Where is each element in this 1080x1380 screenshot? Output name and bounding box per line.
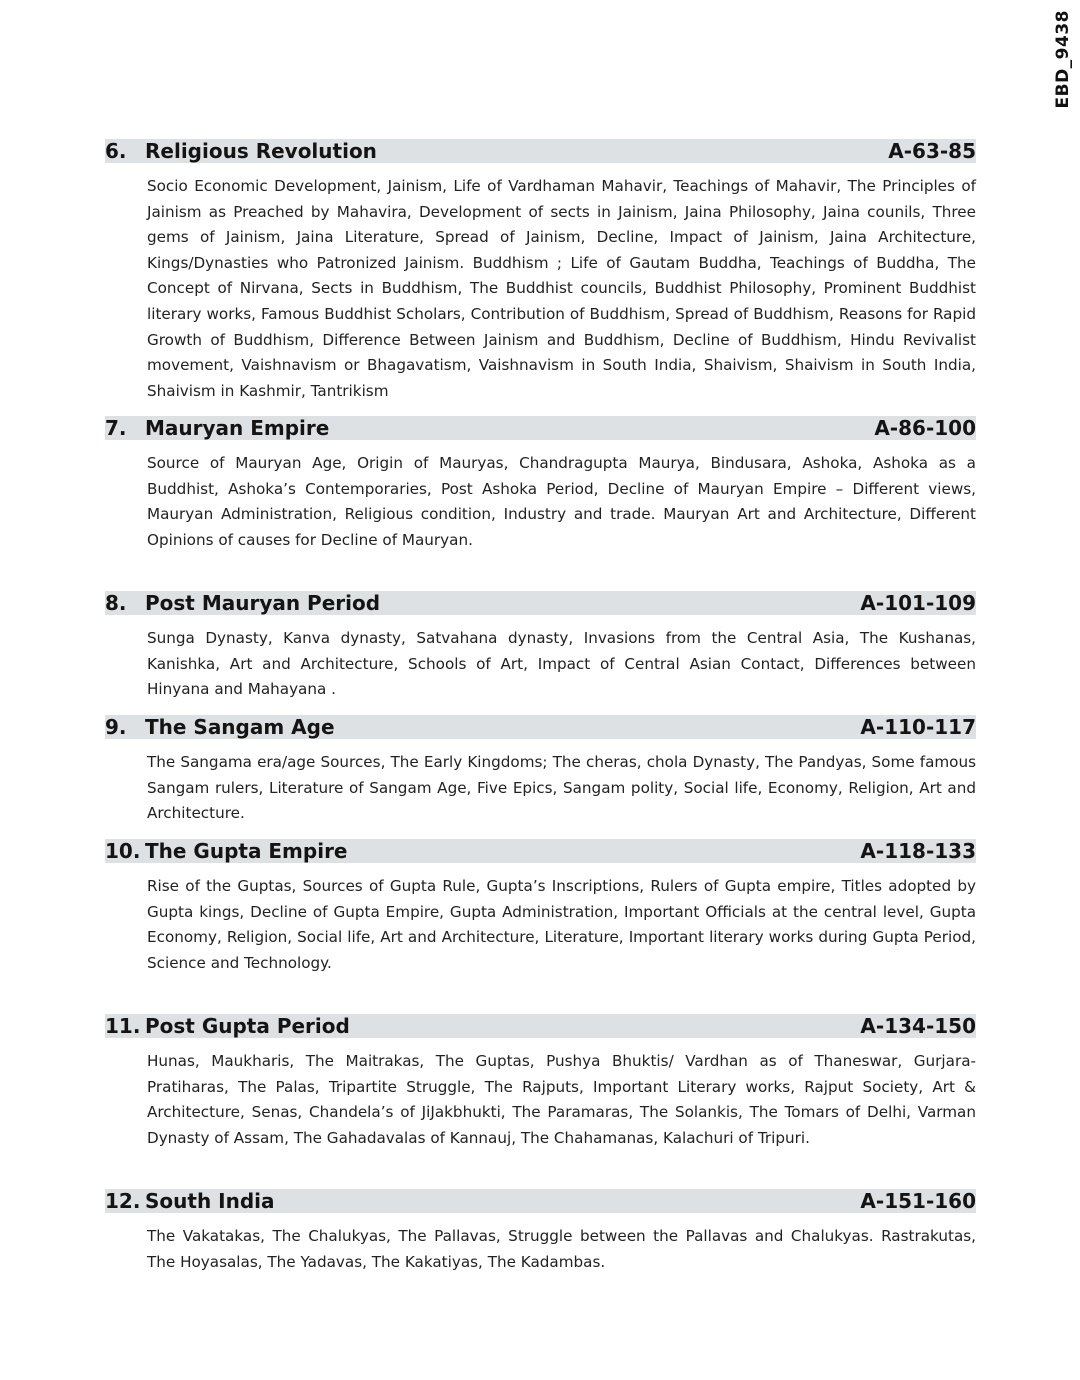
chapter-topics: The Vakatakas, The Chalukyas, The Pallavas, Struggle between the Pallavas and Chalukyas. Rastrakutas, The Hoyasalas, The Yadavas, The Kakatiyas, The Kadambas. [147, 1227, 976, 1271]
chapter-topics: Socio Economic Development, Jainism, Life of Vardhaman Mahavir, Teachings of Mahavir, The Principles of Jainism as Preached by Mahavira, Development of sects in Jainism, Jaina Philosophy, Jaina counils, Three gems of Jainism, Jaina Literature, Spread of Jainism, Decline, Impact of Jainism, Jaina Architecture, Kings/Dynasties who Patronized Jainism. Buddhism ; Life of Gautam Buddha, Teachings of Buddha, The Concept of Nirvana, Sects in Buddhism, The Buddhist councils, Buddhist Philosophy, Prominent Buddhist literary works, Famous Buddhist Scholars, Contribution of Buddhism, Spread of Buddhism, Reasons for Rapid Growth of Buddhism, Difference Between Jainism and Buddhism, Decline of Buddhism, Hindu Revivalist movement, Vaishnavism or Bhagavatism, Vaishnavism in South India, Shaivism, Shaivism in South India, Shaivism in Kashmir, Tantrikism [147, 177, 976, 400]
chapter-number: 12. [105, 1189, 141, 1213]
chapter-number: 6. [105, 139, 127, 163]
chapter-12 [105, 1189, 976, 1275]
chapter-header [105, 1014, 976, 1038]
chapter-pages: A-63-85 [888, 139, 976, 163]
chapter-header [105, 1189, 976, 1213]
chapter-pages: A-151-160 [860, 1189, 976, 1213]
chapter-pages: A-101-109 [860, 591, 976, 615]
chapter-title: Mauryan Empire [145, 416, 330, 440]
chapter-title: Post Mauryan Period [145, 591, 381, 615]
chapter-number: 8. [105, 591, 127, 615]
chapter-8 [105, 591, 976, 703]
document-code: EBD_9438 [1053, 10, 1073, 109]
chapter-pages: A-118-133 [860, 839, 976, 863]
chapter-7 [105, 416, 976, 553]
chapter-title: The Gupta Empire [145, 839, 348, 863]
chapter-topics: The Sangama era/age Sources, The Early Kingdoms; The cheras, chola Dynasty, The Pandyas, Some famous Sangam rulers, Literature of Sangam Age, Five Epics, Sangam polity, Social life, Economy, Religion, Art and Architecture. [147, 753, 976, 823]
chapter-topics: Sunga Dynasty, Kanva dynasty, Satvahana dynasty, Invasions from the Central Asia, The Kushanas, Kanishka, Art and Architecture, Schools of Art, Impact of Central Asian Contact, Differences between Hinyana and Mahayana . [147, 629, 976, 699]
chapter-title: Religious Revolution [145, 139, 377, 163]
chapter-6 [105, 139, 976, 404]
chapter-11 [105, 1014, 976, 1151]
chapter-number: 10. [105, 839, 141, 863]
chapter-header [105, 416, 976, 440]
chapter-header [105, 715, 976, 739]
chapter-pages: A-134-150 [860, 1014, 976, 1038]
chapter-number: 7. [105, 416, 127, 440]
chapter-number: 9. [105, 715, 127, 739]
chapter-topics: Hunas, Maukharis, The Maitrakas, The Guptas, Pushya Bhuktis/ Vardhan as of Thaneswar, Gurjara- Pratiharas, The Palas, Tripartite Struggle, The Rajputs, Important Literary works, Rajput Society, Art & Architecture, Senas, Chandela’s of JiJakbhukti, The Paramaras, The Solankis, The Tomars of Delhi, Varman Dynasty of Assam, The Gahadavalas of Kannauj, The Chahamanas, Kalachuri of Tripuri. [147, 1052, 976, 1147]
chapter-9 [105, 715, 976, 827]
chapter-10 [105, 839, 976, 976]
chapter-title: The Sangam Age [145, 715, 335, 739]
chapter-number: 11. [105, 1014, 141, 1038]
chapter-pages: A-86-100 [874, 416, 976, 440]
chapter-pages: A-110-117 [860, 715, 976, 739]
chapter-title: South India [145, 1189, 275, 1213]
chapter-topics: Rise of the Guptas, Sources of Gupta Rule, Gupta’s Inscriptions, Rulers of Gupta empire, Titles adopted by Gupta kings, Decline of Gupta Empire, Gupta Administration, Important Officials at the central level, Gupta Economy, Religion, Social life, Art and Architecture, Literature, Important literary works during Gupta Period, Science and Technology. [147, 877, 976, 972]
chapter-header [105, 839, 976, 863]
chapter-header [105, 139, 976, 163]
chapter-topics: Source of Mauryan Age, Origin of Mauryas, Chandragupta Maurya, Bindusara, Ashoka, Ashoka as a Buddhist, Ashoka’s Contemporaries, Post Ashoka Period, Decline of Mauryan Empire – Different views, Mauryan Administration, Religious condition, Industry and trade. Mauryan Art and Architecture, Different Opinions of causes for Decline of Mauryan. [147, 454, 976, 549]
chapter-title: Post Gupta Period [145, 1014, 350, 1038]
chapter-header [105, 591, 976, 615]
